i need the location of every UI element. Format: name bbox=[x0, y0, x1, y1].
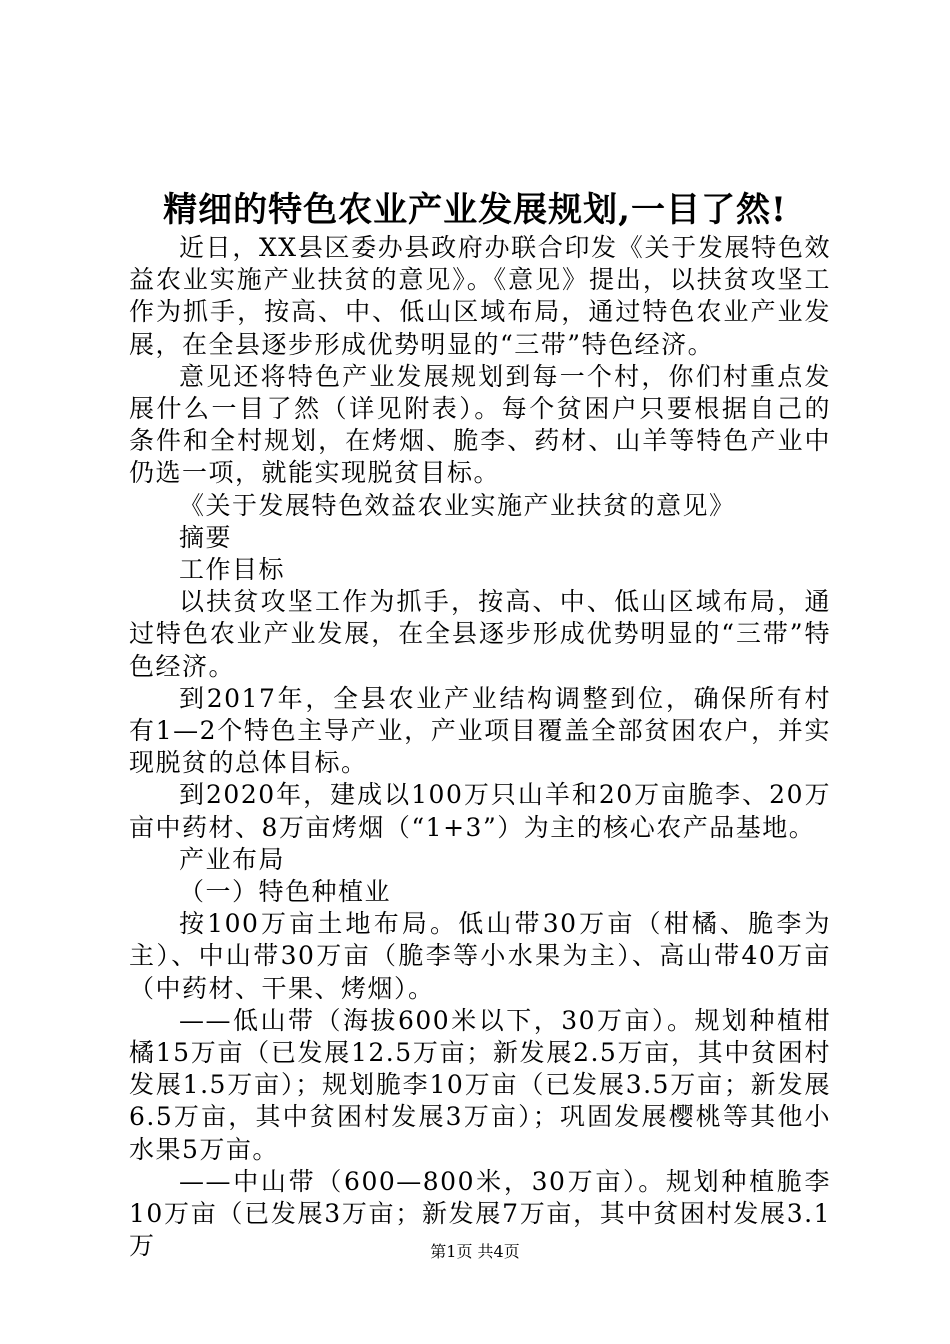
paragraph: ——中山带（600—800米，30万亩）。规划种植脆李10万亩（已发展3万亩；新发展7万亩，其中贫困村发展3.1万 bbox=[129, 1166, 831, 1261]
paragraph: 工作目标 bbox=[179, 555, 286, 585]
paragraph: 到2020年，建成以100万只山羊和20万亩脆李、20万亩中药材、8万亩烤烟（“1+3”）为主的核心农产品基地。 bbox=[129, 780, 831, 842]
paragraph: 产业布局 bbox=[179, 844, 286, 874]
paragraph: 摘要 bbox=[179, 522, 233, 552]
document-body bbox=[129, 232, 831, 1263]
paragraph: 按100万亩土地布局。低山带30万亩（柑橘、脆李为主）、中山带30万亩（脆李等小水果为主）、高山带40万亩（中药材、干果、烤烟）。 bbox=[129, 909, 831, 1003]
page-number: 第1页 共4页 bbox=[430, 1242, 520, 1261]
paragraph: ——低山带（海拔600米以下，30万亩）。规划种植柑橘15万亩（已发展12.5万亩；新发展2.5万亩，其中贫困村发展1.5万亩）；规划脆李10万亩（已发展3.5万亩；新发展6.5万亩，其中贫困村发展3万亩）；巩固发展樱桃等其他小水果5万亩。 bbox=[129, 1005, 831, 1164]
paragraph: 以扶贫攻坚工作为抓手，按高、中、低山区域布局，通过特色农业产业发展，在全县逐步形成优势明显的“三带”特色经济。 bbox=[129, 587, 831, 681]
paragraph: 到2017年，全县农业产业结构调整到位，确保所有村有1—2个特色主导产业，产业项目覆盖全部贫困农户，并实现脱贫的总体目标。 bbox=[129, 683, 831, 778]
paragraph: 意见还将特色产业发展规划到每一个村，你们村重点发展什么一目了然（详见附表）。每个贫困户只要根据自己的条件和全村规划，在烤烟、脆李、药材、山羊等特色产业中仍选一项，就能实现脱贫目标。 bbox=[129, 361, 831, 488]
paragraph: （一）特色种植业 bbox=[179, 877, 392, 907]
document-title: 精细的特色农业产业发展规划,一目了然! bbox=[163, 190, 787, 230]
paragraph: 近日，XX县区委办县政府办联合印发《关于发展特色效益农业实施产业扶贫的意见》。《意见》提出，以扶贫攻坚工作为抓手，按高、中、低山区域布局，通过特色农业产业发展，在全县逐步形成优势明显的“三带”特色经济。 bbox=[129, 233, 831, 359]
paragraph: 《关于发展特色效益农业实施产业扶贫的意见》 bbox=[179, 490, 736, 520]
